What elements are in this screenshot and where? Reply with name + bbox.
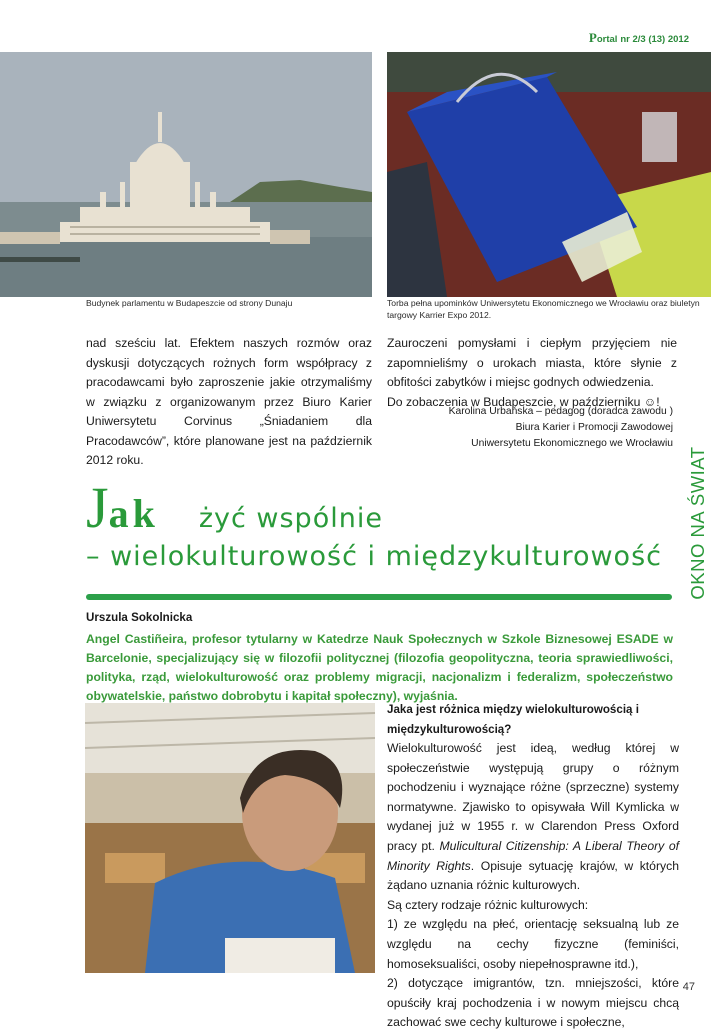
- book-title: Mulicultural Citizenship: A Liberal Theory of Minority Rights: [387, 838, 680, 873]
- section-label: [678, 440, 718, 605]
- signature-line: Karolina Urbańska – pedagog (doradca zawodu ): [448, 406, 673, 417]
- answer-paragraph: 1) ze względu na płeć, orientację seksualną lub ze względu na cechy fizyczne (feminiści, homoseksualiści, osoby niepełnosprawne itd.),: [387, 917, 679, 971]
- bag-photo: [387, 52, 711, 297]
- signature-line: Biura Karier i Promocji Zawodowej: [515, 422, 673, 433]
- answer-text: . Opisuje sytuację krajów, w których żądano uznania różnic kulturowych.: [387, 858, 679, 893]
- interview-answer: [387, 739, 679, 1033]
- signature-line: Uniwersytetu Ekonomicznego we Wrocławiu: [471, 438, 673, 449]
- answer-paragraph: 2) dotyczące imigrantów, tzn. mniejszości, które opuściły kraj pochodzenia i w nowym miejscu chcą zachować swe cechy kulturowe i społeczne,: [387, 976, 679, 1030]
- parliament-photo: [0, 52, 372, 297]
- lead-paragraph: Angel Castiñeira, profesor tytularny w Katedrze Nauk Społecznych w Szkole Biznesowej ESADE w Barcelonie, specjalizujący się w filozofii politycznej (filozofia geopolityczna, teoria sprawiedliwości, polityka, rząd, wielokulturowość oraz problemy migracji, nacjonalizm i federalizm, społeczeństwo obywatelskie, państwo dobrobytu i kapitał społeczny), wyjaśnia.: [86, 632, 673, 703]
- title-word: ak: [108, 491, 159, 536]
- magazine-name: ortal: [596, 34, 618, 45]
- body-paragraph: Zauroczeni pomysłami i ciepłym przyjęciem nie zapomnieliśmy o urokach miasta, które słynie z obfitości zabytków i miejsc godnych odwiedzenia.: [387, 336, 677, 389]
- building-photo-icon: [0, 52, 372, 297]
- magazine-header: [589, 30, 689, 46]
- signature-block: [387, 404, 673, 452]
- author-name: Urszula Sokolnicka: [86, 611, 193, 624]
- article-subtitle: – wielokulturowość i międzykulturowość: [86, 541, 662, 572]
- title-rest: żyć wspólnie: [198, 503, 383, 534]
- body-text-right: [387, 334, 677, 412]
- interview-question: Jaka jest różnica między wielokulturowością i międzykulturowością?: [387, 703, 639, 736]
- answer-paragraph: [387, 739, 679, 896]
- bag-photo-icon: [387, 52, 711, 297]
- page-number: 47: [682, 981, 695, 993]
- issue-number: nr 2/3 (13) 2012: [620, 34, 689, 45]
- body-text-left: nad sześciu lat. Efektem naszych rozmów oraz dyskusji dotyczących rożnych form współpracy z pracodawcami było zaproszenie jakie otrzymaliśmy w związku z organizowanym przez Biuro Karier Uniwersytetu Corvinus „Śniadaniem dla Pracodawców”, które planowane jest na październik 2012 roku.: [86, 336, 372, 467]
- article-title: [86, 474, 383, 541]
- section-label-text: OKNO NA ŚWIAT: [687, 445, 708, 600]
- caption-bag: Torba pełna upominków Uniwersytetu Ekonomicznego we Wrocławiu oraz biuletyn targowy Karrier Expo 2012.: [387, 298, 700, 320]
- title-initial: J: [86, 475, 109, 540]
- answer-paragraph: Są cztery rodzaje różnic kulturowych:: [387, 897, 589, 912]
- title-divider: [86, 594, 672, 600]
- portrait-photo-icon: [85, 703, 375, 973]
- magazine-initial: P: [588, 30, 597, 45]
- caption-parliament: Budynek parlamentu w Budapeszcie od strony Dunaju: [86, 298, 293, 308]
- author-photo: [85, 703, 375, 973]
- body-paragraph: Do zobaczenia w Budapeszcie, w październiku ☺!: [387, 394, 660, 409]
- answer-text: Wielokulturowość jest ideą, według której w społeczeństwie występują grupy o różnym pochodzeniu i wyznające różne (sprzeczne) systemy normatywne. Zjawisko to opisywała Will Kymlicka w wydanej już w 1955 r. w Clarendon Press Oxford pracy pt.: [387, 741, 679, 853]
